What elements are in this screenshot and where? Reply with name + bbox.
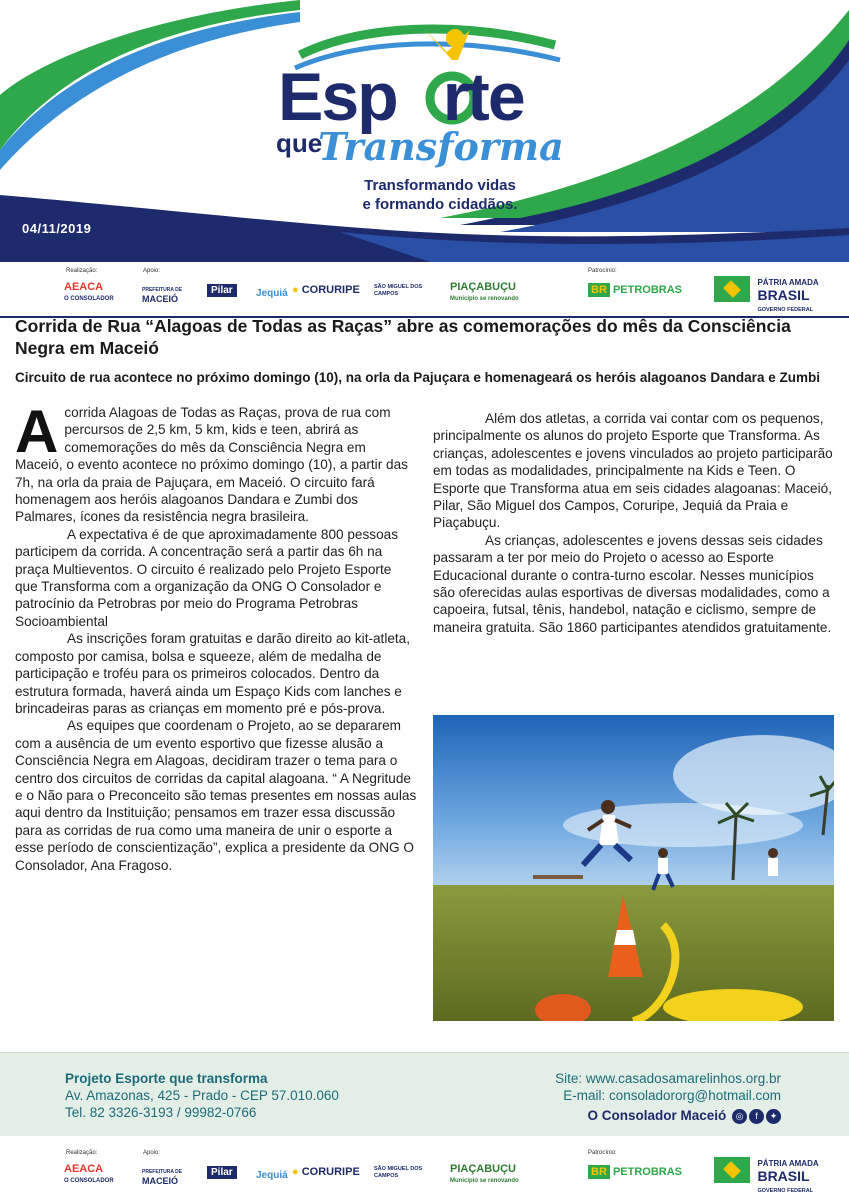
jequia-logo: Jequiá [256,288,288,299]
realizacao-label: Realização: [66,268,98,274]
twitter-icon[interactable]: ✦ [766,1109,781,1124]
aeaca-logo-bottom [64,1164,114,1186]
logo-rte: rte [442,59,524,135]
paragraph-6: As crianças, adolescentes e jovens dessas seis cidades passaram a ter por meio do Projeto o acesso ao Esporte Educacional durante o contra-turno escolar. Nesses municípios são oferecidas aulas esportivas de diversas modalidades, como a capoeira, futsal, tênis, handebol, natação e ciclismo, sempre de maneira gratuita. São 1860 participantes atendidos gratuitamente. [433,532,832,635]
footer-contact [65,1070,339,1121]
patrocinio-label-bottom: Patrocínio: [588,1150,617,1156]
brasil-logo-bottom [714,1157,819,1196]
aeaca-text: AEACA [64,281,104,293]
jequia-logo-bottom: Jequiá [256,1170,288,1181]
logo-transforma: Transforma [318,124,564,169]
brazil-flag-icon-bottom [714,1157,750,1183]
paragraph-2: A expectativa é de que aproximadamente 800 pessoas participem da corrida. A concentração será a partir das 6h na praça Multieventos. O circuito é realizado pelo Projeto Esporte que Transforma com a organização da ONG O Consolador e patrocínio da Petrobras por meio do Programa Petrobras Socioambiental [15,526,399,629]
maceio-prefix-bottom: PREFEITURA DE [142,1169,183,1175]
piacabucu-text: PIAÇABUÇU [450,281,516,293]
paragraph-1: corrida Alagoas de Todas as Raças, prova de rua com percursos de 2,5 km, 5 km, kids e teen, abrirá as comemorações do mês da Consciência Negra em Maceió, o evento acontece no próximo domingo (10), a partir das 7h, na orla da praia de Pajuçara, em Maceió. O circuito fará homenagem aos heróis alagoanos Dandara e Zumbi dos Palmares, ícones da resistência negra brasileira. [15,405,408,525]
apoio-label-bottom: Apoio: [143,1150,161,1156]
footer-project-name: Projeto Esporte que transforma [65,1071,268,1086]
logo-que: que [276,128,323,158]
paragraph-4: As equipes que coordenam o Projeto, ao se depararem com a ausência de um evento esportivo que fizesse alusão a Consciência Negra em Alagoas, decidiram trazer o tema para o centro dos circuitos de corridas da capital alagoana. “ A Negritude e o Não para o Preconceito são temas presentes em nossas aulas aqui dentro da Instituição; pensamos em trazer essa discussão para as corridas de rua como uma maneira de unir o esporte a esse período de conscientização”, explica a presidente da ONG O Consolador, Ana Fragoso. [15,718,417,873]
pilar-logo-bottom: Pilar [207,1166,237,1179]
footer-site[interactable]: Site: www.casadosamarelinhos.org.br [555,1071,781,1086]
coruripe-logo-bottom: ● CORURIPE [292,1166,360,1178]
piacabucu-logo [450,282,519,304]
tagline [340,176,540,214]
piacabucu-logo-bottom [450,1164,519,1186]
coruripe-logo: ● CORURIPE [292,284,360,296]
paragraph-5: Além dos atletas, a corrida vai contar com os pequenos, principalmente os alunos do projeto Esporte que Transforma. As crianças, adolescentes e jovens vinculados ao projeto participarão em todas as modalidades, principalmente na Kids e Teen. O Esporte que Transforma atua em seis cidades alagoanas: Maceió, Pilar, São Miguel dos Campos, Coruripe, Jequiá da Praia e Piaçabuçu. [433,411,833,531]
patria-text-bottom: PÁTRIA AMADA [757,1159,819,1168]
governo-text-bottom: GOVERNO FEDERAL [757,1188,814,1194]
br-mark: BR [588,283,610,297]
footer-org: O Consolador Maceió [587,1108,727,1123]
petrobras-text-bottom: PETROBRAS [612,1166,683,1178]
br-mark-bottom: BR [588,1165,610,1179]
consolador-text-bottom: O CONSOLADOR [64,1178,114,1184]
article-column-right [433,410,833,636]
tagline-line-2: e formando cidadãos. [362,196,518,213]
paragraph-3: As inscrições foram gratuitas e darão direito ao kit-atleta, composto por camisa, bolsa e squeeze, além de medalha de participação e troféu para os primeiros colocados. Dentro da estrutura formada, haverá ainda um Espaço Kids com lanches e brincadeiras paras as crianças em momento pré e pós-prova. [15,631,411,716]
brasil-text-bottom: BRASIL [757,1168,810,1184]
coruripe-text-bottom: CORURIPE [301,1166,360,1178]
realizacao-label-bottom: Realização: [66,1150,98,1156]
apoio-label: Apoio: [143,268,161,274]
piacabucu-sub-bottom: Município se renovando [450,1178,519,1184]
maceio-logo-bottom [142,1166,182,1186]
sao-miguel-logo-bottom: SÃO MIGUEL DOS CAMPOS [374,1166,423,1179]
maceio-text-bottom: MACEIÓ [142,1176,178,1186]
issue-date: 04/11/2019 [22,221,92,236]
maceio-prefix: PREFEITURA DE [142,287,183,293]
brasil-text: BRASIL [757,287,810,303]
petrobras-logo [588,284,682,296]
brasil-logo [714,276,819,315]
article-headline: Corrida de Rua “Alagoas de Todas as Raças” abre as comemorações do mês da Consciência Negra em Maceió [15,316,791,358]
governo-text: GOVERNO FEDERAL [757,307,814,313]
maceio-text: MACEIÓ [142,294,178,304]
footer-phone: Tel. 82 3326-3193 / 99982-0766 [65,1105,257,1120]
sponsor-bar-top [0,264,849,316]
pilar-logo: Pilar [207,284,237,297]
footer-address: Av. Amazonas, 425 - Prado - CEP 57.010.060 [65,1088,339,1103]
sao-miguel-logo: SÃO MIGUEL DOS CAMPOS [374,284,423,297]
consolador-text: O CONSOLADOR [64,296,114,302]
coruripe-text: CORURIPE [301,284,360,296]
aeaca-text-bottom: AEACA [64,1163,104,1175]
petrobras-text: PETROBRAS [612,284,683,296]
aeaca-logo [64,282,114,304]
sponsor-bar-bottom [0,1144,849,1196]
brazil-flag-icon [714,276,750,302]
footer-email[interactable]: E-mail: consoladororg@hotmail.com [563,1088,781,1103]
footer-online [555,1070,781,1124]
photo-children-playing [433,715,834,1021]
drop-cap: A [15,398,59,465]
instagram-icon[interactable]: ◎ [732,1109,747,1124]
footer [0,1052,849,1136]
facebook-icon[interactable]: f [749,1109,764,1124]
piacabucu-sub: Município se renovando [450,296,519,302]
article-subhead: Circuito de rua acontece no próximo domingo (10), na orla da Pajuçara e homenageará os heróis alagoanos Dandara e Zumbi [15,370,820,385]
header-banner [0,0,849,262]
article-column-left [15,398,417,874]
article-photo [433,715,834,1021]
maceio-logo [142,284,182,304]
patria-text: PÁTRIA AMADA [757,278,819,287]
tagline-line-1: Transformando vidas [364,177,516,194]
logo-esp: Esp [278,59,397,135]
footer-social [555,1107,781,1124]
petrobras-logo-bottom [588,1166,682,1178]
patrocinio-label: Patrocínio: [588,268,617,274]
piacabucu-text-bottom: PIAÇABUÇU [450,1163,516,1175]
